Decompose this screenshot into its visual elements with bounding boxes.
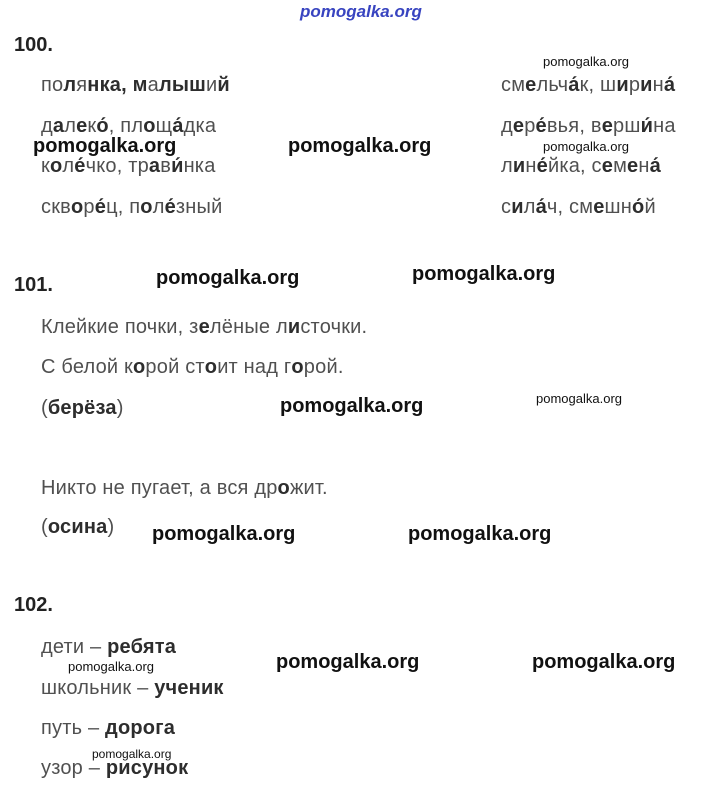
- highlighted-letter: и: [287, 316, 301, 338]
- highlighted-letter: е́: [74, 155, 86, 177]
- highlighted-letter: а́: [649, 155, 661, 177]
- text-segment: скв: [41, 196, 71, 218]
- text-segment: школьник –: [41, 677, 155, 699]
- text-segment: Клейкие почки, з: [41, 316, 199, 338]
- text-segment: , пл: [108, 115, 144, 137]
- highlighted-letter: о: [277, 477, 290, 499]
- highlighted-letter: рисунок: [105, 757, 189, 779]
- highlighted-letter: нка, м: [87, 74, 148, 96]
- highlighted-letter: а: [52, 115, 65, 137]
- highlighted-letter: е́: [536, 155, 548, 177]
- riddle-answer: [41, 516, 114, 539]
- highlighted-letter: и: [512, 155, 526, 177]
- highlighted-letter: е: [525, 74, 537, 96]
- text-segment: д: [41, 115, 53, 137]
- text-segment: на: [653, 115, 676, 137]
- riddle-line: [41, 316, 367, 339]
- highlighted-letter: й: [217, 74, 230, 96]
- highlighted-letter: о: [49, 155, 63, 177]
- watermark: pomogalka.org: [288, 135, 432, 157]
- text-segment: нка: [183, 155, 216, 177]
- text-segment: к, ш: [579, 74, 617, 96]
- highlighted-letter: о́: [96, 115, 109, 137]
- highlighted-letter: о: [70, 196, 84, 218]
- text-segment: и: [206, 74, 218, 96]
- text-segment: дети –: [41, 636, 108, 658]
- text-segment: рой.: [303, 356, 344, 378]
- highlighted-letter: ребята: [107, 636, 177, 658]
- riddle-line: [41, 356, 344, 379]
- highlighted-letter: о: [133, 356, 146, 378]
- highlighted-letter: осина: [47, 516, 108, 538]
- highlighted-letter: и: [616, 74, 629, 96]
- text-segment: н: [652, 74, 664, 96]
- watermark: pomogalka.org: [536, 391, 622, 406]
- text-segment: вья, в: [546, 115, 602, 137]
- word-pair-line: [41, 74, 230, 97]
- highlighted-letter: а: [148, 155, 161, 177]
- synonym-pair: [41, 677, 224, 700]
- text-segment: ): [107, 516, 115, 538]
- site-header-watermark: pomogalka.org: [300, 2, 422, 21]
- highlighted-letter: о: [140, 196, 153, 218]
- text-segment: р: [83, 196, 95, 218]
- text-segment: м: [613, 155, 628, 177]
- highlighted-letter: е: [627, 155, 639, 177]
- watermark: pomogalka.org: [532, 651, 676, 673]
- text-segment: ц, п: [106, 196, 141, 218]
- text-segment: чко, тр: [85, 155, 149, 177]
- text-segment: рой ст: [145, 356, 205, 378]
- watermark: pomogalka.org: [33, 135, 177, 157]
- text-segment: в: [160, 155, 172, 177]
- word-pair-line: [41, 196, 222, 219]
- word-pair-line: [501, 196, 656, 219]
- text-segment: ): [116, 397, 124, 419]
- text-segment: лёные л: [209, 316, 288, 338]
- exercise-101-number: 101.: [14, 274, 53, 296]
- watermark: pomogalka.org: [92, 747, 172, 761]
- text-segment: р: [628, 74, 641, 96]
- highlighted-letter: берёза: [47, 397, 117, 419]
- highlighted-letter: а́: [535, 196, 547, 218]
- highlighted-letter: и́: [640, 115, 654, 137]
- text-segment: к: [87, 115, 97, 137]
- word-pair-line: [501, 74, 675, 97]
- watermark: pomogalka.org: [280, 395, 424, 417]
- text-segment: рш: [613, 115, 641, 137]
- word-pair-line: [501, 155, 661, 178]
- watermark: pomogalka.org: [276, 651, 420, 673]
- text-segment: см: [501, 74, 526, 96]
- riddle-line: [41, 477, 328, 500]
- watermark: pomogalka.org: [412, 263, 556, 285]
- text-segment: с: [501, 196, 512, 218]
- text-segment: С белой к: [41, 356, 133, 378]
- text-segment: щ: [155, 115, 173, 137]
- text-segment: жит.: [289, 477, 328, 499]
- watermark: pomogalka.org: [68, 659, 154, 674]
- highlighted-letter: а́: [568, 74, 580, 96]
- highlighted-letter: е́: [535, 115, 547, 137]
- word-pair-line: [41, 155, 216, 178]
- highlighted-letter: дорога: [105, 717, 176, 739]
- text-segment: йка, с: [547, 155, 602, 177]
- text-segment: л: [62, 155, 75, 177]
- synonym-pair: [41, 636, 176, 659]
- text-segment: сточки.: [300, 316, 368, 338]
- text-segment: к: [41, 155, 50, 177]
- highlighted-letter: о: [204, 356, 218, 378]
- highlighted-letter: и: [511, 196, 524, 218]
- text-segment: (: [41, 397, 48, 419]
- text-segment: дка: [183, 115, 217, 137]
- watermark: pomogalka.org: [156, 267, 300, 289]
- text-segment: а: [147, 74, 159, 96]
- highlighted-letter: о: [143, 115, 156, 137]
- watermark: pomogalka.org: [408, 523, 552, 545]
- highlighted-letter: е: [198, 316, 210, 338]
- word-pair-line: [501, 115, 676, 138]
- text-segment: узор –: [41, 757, 106, 779]
- text-segment: льч: [536, 74, 569, 96]
- highlighted-letter: и́: [171, 155, 184, 177]
- highlighted-letter: е: [593, 196, 605, 218]
- highlighted-letter: е́: [94, 196, 107, 218]
- text-segment: л: [152, 196, 165, 218]
- highlighted-letter: и: [640, 74, 653, 96]
- highlighted-letter: о: [291, 356, 304, 378]
- text-segment: р: [524, 115, 536, 137]
- text-segment: я: [76, 74, 88, 96]
- watermark: pomogalka.org: [543, 139, 629, 154]
- text-segment: д: [501, 115, 513, 137]
- synonym-pair: [41, 717, 175, 740]
- highlighted-letter: а́: [172, 115, 184, 137]
- highlighted-letter: о́: [632, 196, 645, 218]
- highlighted-letter: е́: [164, 196, 176, 218]
- text-segment: л: [523, 196, 536, 218]
- highlighted-letter: е: [601, 155, 614, 177]
- text-segment: (: [41, 516, 48, 538]
- highlighted-letter: е: [76, 115, 88, 137]
- text-segment: л: [64, 115, 77, 137]
- text-segment: Никто не пугает, а вся др: [41, 477, 278, 499]
- watermark: pomogalka.org: [543, 54, 629, 69]
- text-segment: ит над г: [217, 356, 292, 378]
- highlighted-letter: л: [63, 74, 77, 96]
- highlighted-letter: лыш: [158, 74, 207, 96]
- exercise-102-number: 102.: [14, 594, 53, 616]
- text-segment: й: [644, 196, 656, 218]
- highlighted-letter: е: [512, 115, 525, 137]
- text-segment: н: [638, 155, 650, 177]
- text-segment: путь –: [41, 717, 106, 739]
- text-segment: н: [525, 155, 537, 177]
- text-segment: шн: [604, 196, 633, 218]
- highlighted-letter: ученик: [154, 677, 224, 699]
- text-segment: по: [41, 74, 64, 96]
- exercise-100-number: 100.: [14, 34, 53, 56]
- highlighted-letter: а́: [663, 74, 676, 96]
- highlighted-letter: е: [601, 115, 614, 137]
- text-segment: зный: [175, 196, 223, 218]
- text-segment: ч, см: [546, 196, 594, 218]
- watermark: pomogalka.org: [152, 523, 296, 545]
- riddle-answer: [41, 397, 124, 420]
- text-segment: л: [501, 155, 513, 177]
